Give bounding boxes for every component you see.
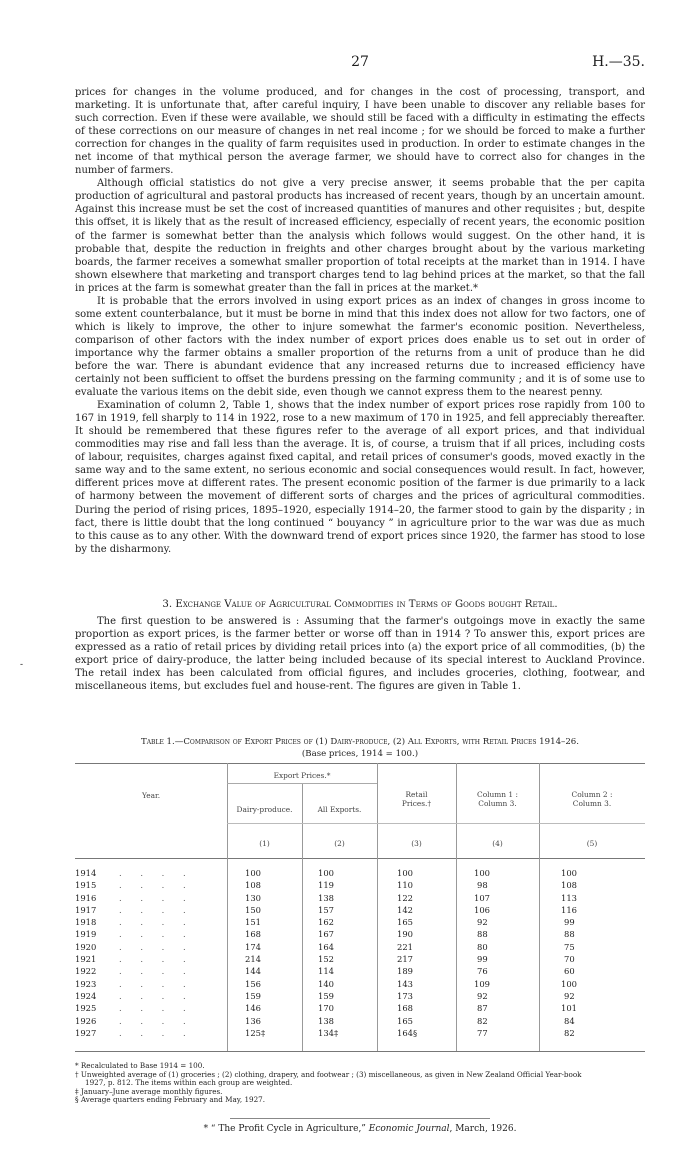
page-number: 27 <box>351 54 369 70</box>
cell-dairy: 100 <box>245 868 261 878</box>
cell-all: 138 <box>318 1015 334 1026</box>
cell-retail: 173 <box>397 990 413 1001</box>
cell-col4: 87 <box>477 1003 488 1014</box>
paragraph: It is probable that the errors involved in using export prices as an index of changes in gross income to some extent counterbalance, but it must be borne in mind that this index does not allow for two factors, one of which is likely to improve, the other to injure somewhat the farmer's economic position. Nevertheless, comparison of other factors with the index number of export prices does enable us to set out in order of importance why the farmer obtains a smaller proportion of the returns from a unit of produce than he did before the war. There is abundant evidence that any increased returns due to increased efficiency have certainly not been sufficient to offset the burdens pressing on the farming community ; and it is of some use to evaluate the various items on the debit side, even though we cannot express them to the nearest penny. <box>75 295 645 399</box>
table-row <box>75 879 645 891</box>
header-all-exports: All Exports. <box>317 805 362 814</box>
section-heading: 3. Exchange Value of Agricultural Commodities in Terms of Goods bought Retail. <box>162 599 558 610</box>
col-number: (4) <box>492 839 503 848</box>
cell-all: 134‡ <box>318 1027 339 1038</box>
body-text <box>75 86 645 556</box>
cell-col5: 100 <box>561 868 577 878</box>
cell-year: 1914 <box>75 868 97 878</box>
cell-col5: 70 <box>564 954 575 965</box>
cell-retail: 189 <box>397 966 413 977</box>
cell-col5: 101 <box>561 1003 577 1014</box>
cell-col4: 100 <box>474 868 490 878</box>
header-col4-2: Column 3. <box>478 799 517 808</box>
col-number: (3) <box>411 839 422 848</box>
cell-all: 164 <box>318 941 334 952</box>
cell-col5: 92 <box>564 990 575 1001</box>
group-rule <box>227 783 377 784</box>
cell-col5: 116 <box>561 904 577 915</box>
paragraph: Although official statistics do not give a very precise answer, it seems probable that the per capita production of agricultural and pastoral products has increased of recent years, though by an uncertain amount. Against this increase must be set the cost of increased quantities of manures and other requisites ; but, despite this offset, it is likely that as the result of increased efficiency, especially of recent years, the economic position of the farmer is somewhat better than the analysis which follows would suggest. On the other hand, it is probable that, despite the reduction in freights and other charges brought about by the various marketing boards, the farmer receives a somewhat smaller proportion of total receipts at the market than in 1914. I have shown elsewhere that marketing and transport charges tend to lag behind prices at the market, so that the fall in prices at the farm is somewhat greater than the fall in prices at the market.* <box>75 178 645 294</box>
footnote-rule <box>230 1118 490 1119</box>
paragraph: The first question to be answered is : Assuming that the farmer's outgoings move in exactly the same proportion as export prices, is the farmer better or worse off than in 1914 ? To answer this, export prices are expressed as a ratio of retail prices by dividing retail prices into (a) the export price of all commodities, (b) the export price of dairy-produce, the latter being included because of its special interest to Auckland Province. The retail index has been calculated from official figures, and includes groceries, clothing, footwear, and miscellaneous items, but excludes fuel and house-rent. The figures are given in Table 1. <box>75 616 645 693</box>
cell-retail: 221 <box>397 941 413 952</box>
cell-col4: 92 <box>477 990 488 1001</box>
cell-retail: 165 <box>397 917 413 928</box>
cell-col4: 92 <box>477 917 488 928</box>
header-col5-1: Column 2 : <box>571 790 613 799</box>
cell-all: 159 <box>318 990 334 1001</box>
page-header <box>75 54 645 74</box>
cell-col4: 107 <box>474 892 490 903</box>
cell-year: 1927 <box>75 1027 97 1038</box>
cell-col5: 82 <box>564 1027 575 1038</box>
document-code: H.—35. <box>592 54 645 70</box>
cell-col5: 60 <box>564 966 575 977</box>
leader-dots: . . . . <box>119 1015 194 1026</box>
cell-dairy: 150 <box>245 904 261 915</box>
table-row <box>75 928 645 940</box>
table-notes <box>75 1062 645 1105</box>
cell-dairy: 146 <box>245 1003 261 1014</box>
cell-dairy: 108 <box>245 880 261 891</box>
table-row <box>75 1027 645 1039</box>
table-row <box>75 990 645 1002</box>
table-row <box>75 978 645 990</box>
col-number: (1) <box>259 839 270 848</box>
cell-all: 140 <box>318 978 334 989</box>
colnum-rule <box>227 823 645 824</box>
cell-retail: 110 <box>397 880 413 891</box>
cell-year: 1924 <box>75 990 97 1001</box>
group-header: Export Prices.* <box>273 771 331 780</box>
table-row <box>75 904 645 916</box>
cell-year: 1921 <box>75 954 97 965</box>
leader-dots: . . . . <box>119 941 194 952</box>
cell-all: 119 <box>318 880 334 891</box>
table-note: † Unweighted average of (1) groceries ; (2) clothing, drapery, and footwear ; (3) miscellaneous, as given in New Zealand Official Year-book <box>75 1069 582 1079</box>
leader-dots: . . . . <box>119 990 194 1001</box>
cell-col4: 77 <box>477 1027 488 1038</box>
cell-year: 1926 <box>75 1015 97 1026</box>
cell-all: 114 <box>318 966 334 977</box>
cell-year: 1922 <box>75 966 97 977</box>
header-year: Year. <box>141 791 161 800</box>
cell-year: 1920 <box>75 941 97 952</box>
table-row <box>75 892 645 904</box>
cell-col5: 108 <box>561 880 577 891</box>
cell-dairy: 168 <box>245 929 261 940</box>
cell-all: 170 <box>318 1003 334 1014</box>
cell-col5: 75 <box>564 941 575 952</box>
data-table <box>75 763 645 1053</box>
cell-year: 1915 <box>75 880 97 891</box>
header-col4-1: Column 1 : <box>477 790 518 799</box>
table-note: § Average quarters ending February and May, 1927. <box>75 1095 266 1105</box>
cell-year: 1919 <box>75 929 97 940</box>
cell-col4: 109 <box>474 978 490 989</box>
footnote-prefix: * “ The Profit Cycle in Agriculture,” <box>203 1124 369 1134</box>
leader-dots: . . . . <box>119 904 194 915</box>
cell-year: 1925 <box>75 1003 97 1014</box>
leader-dots: . . . . <box>119 880 194 891</box>
margin-mark: - <box>20 660 24 670</box>
cell-col5: 100 <box>561 978 577 989</box>
cell-col4: 106 <box>474 904 490 915</box>
header-retail-2: Prices.† <box>401 799 432 808</box>
cell-year: 1918 <box>75 917 97 928</box>
table-note: 1927, p. 812. The items within each group are weighted. <box>85 1078 293 1088</box>
cell-col4: 98 <box>477 880 488 891</box>
cell-col4: 76 <box>477 966 488 977</box>
leader-dots: . . . . <box>119 966 194 977</box>
cell-dairy: 174 <box>245 941 261 952</box>
cell-retail: 190 <box>397 929 413 940</box>
leader-dots: . . . . <box>119 917 194 928</box>
footnote-suffix: , March, 1926. <box>449 1124 517 1134</box>
cell-year: 1923 <box>75 978 97 989</box>
table-row <box>75 867 645 879</box>
col-number: (5) <box>586 839 598 848</box>
table-caption: Table 1.—Comparison of Export Prices of (1) Dairy-produce, (2) All Exports, with Retail Prices 1914–26. <box>140 737 579 747</box>
cell-dairy: 151 <box>245 917 261 928</box>
cell-col4: 80 <box>477 941 488 952</box>
cell-year: 1917 <box>75 904 97 915</box>
leader-dots: . . . . <box>119 868 194 878</box>
cell-retail: 164§ <box>397 1027 418 1038</box>
cell-col5: 113 <box>561 892 577 903</box>
cell-col5: 88 <box>564 929 575 940</box>
cell-dairy: 125‡ <box>245 1027 266 1038</box>
section-body <box>75 615 645 693</box>
page-footnote <box>75 1124 645 1134</box>
table-top-rule <box>75 763 645 764</box>
cell-dairy: 214 <box>245 954 261 965</box>
table-row <box>75 916 645 928</box>
header-col5-2: Column 3. <box>572 799 612 808</box>
cell-retail: 165 <box>397 1015 413 1026</box>
cell-col4: 88 <box>477 929 488 940</box>
cell-retail: 143 <box>397 978 413 989</box>
leader-dots: . . . . <box>119 1003 194 1014</box>
leader-dots: . . . . <box>119 929 194 940</box>
cell-dairy: 159 <box>245 990 261 1001</box>
paragraph: Examination of column 2, Table 1, shows that the index number of export prices rose rapidly from 100 to 167 in 1919, fell sharply to 114 in 1922, rose to a new maximum of 170 in 1925, and fell appreciably thereafter. It should be remembered that these figures refer to the average of all export prices, and that individual commodities may rise and fall less than the average. It is, of course, a truism that if all prices, including costs of labour, requisites, charges against fixed capital, and retail prices of consumer's goods, moved exactly in the same way and to the same extent, no serious economic and social consequences would result. In fact, however, different prices move at different rates. The present economic position of the farmer is due primarily to a lack of harmony between the movement of different sorts of charges and the prices of agricultural commodities. During the period of rising prices, 1895–1920, especially 1914–20, the farmer stood to gain by the disparity ; in fact, there is little doubt that the long continued “ bouyancy ” in agriculture prior to the war was due as much to this cause as to any other. With the downward trend of export prices since 1920, the farmer has stood to lose by the disharmony. <box>75 400 645 555</box>
cell-retail: 122 <box>397 892 413 903</box>
cell-year: 1916 <box>75 892 97 903</box>
cell-col5: 84 <box>564 1015 575 1026</box>
cell-all: 162 <box>318 917 334 928</box>
cell-col4: 99 <box>477 954 488 965</box>
table-row <box>75 941 645 953</box>
table-subcaption: (Base prices, 1914 = 100.) <box>301 749 419 759</box>
cell-all: 152 <box>318 954 334 965</box>
cell-dairy: 156 <box>245 978 261 989</box>
cell-dairy: 130 <box>245 892 261 903</box>
cell-retail: 142 <box>397 904 413 915</box>
cell-col4: 82 <box>477 1015 488 1026</box>
cell-col5: 99 <box>564 917 575 928</box>
table-row <box>75 1015 645 1027</box>
cell-dairy: 136 <box>245 1015 261 1026</box>
table-header-rule <box>75 858 645 859</box>
cell-retail: 217 <box>397 954 413 965</box>
cell-all: 100 <box>318 868 334 878</box>
leader-dots: . . . . <box>119 978 194 989</box>
table-row <box>75 953 645 965</box>
cell-all: 157 <box>318 904 334 915</box>
paragraph: prices for changes in the volume produced, and for changes in the cost of processing, transport, and marketing. It is unfortunate that, after careful inquiry, I have been unable to discover any reliable bases for such correction. Even if these were available, we should still be faced with a difficulty in estimating the effects of these corrections on our measure of changes in net real income ; for we should be forced to make a further correction for changes in the quality of farm requisites used in production. In order to estimate changes in the net income of that mythical person the average farmer, we should have to correct also for changes in the number of farmers. <box>75 87 645 177</box>
cell-dairy: 144 <box>245 966 261 977</box>
table-note: * Recalculated to Base 1914 = 100. <box>75 1061 205 1070</box>
cell-all: 138 <box>318 892 334 903</box>
header-retail-1: Retail <box>405 790 428 799</box>
table-note: ‡ January–June average monthly figures. <box>75 1086 223 1096</box>
col-number: (2) <box>334 839 345 848</box>
leader-dots: . . . . <box>119 954 194 965</box>
table-bottom-rule <box>75 1051 645 1052</box>
cell-retail: 100 <box>397 868 413 878</box>
cell-retail: 168 <box>397 1003 413 1014</box>
table-row <box>75 965 645 977</box>
leader-dots: . . . . <box>119 1027 194 1038</box>
table-row <box>75 1002 645 1014</box>
cell-all: 167 <box>318 929 334 940</box>
header-dairy: Dairy-produce. <box>236 805 293 814</box>
table-body <box>75 867 645 1039</box>
footnote-journal: Economic Journal <box>368 1124 450 1134</box>
leader-dots: . . . . <box>119 892 194 903</box>
